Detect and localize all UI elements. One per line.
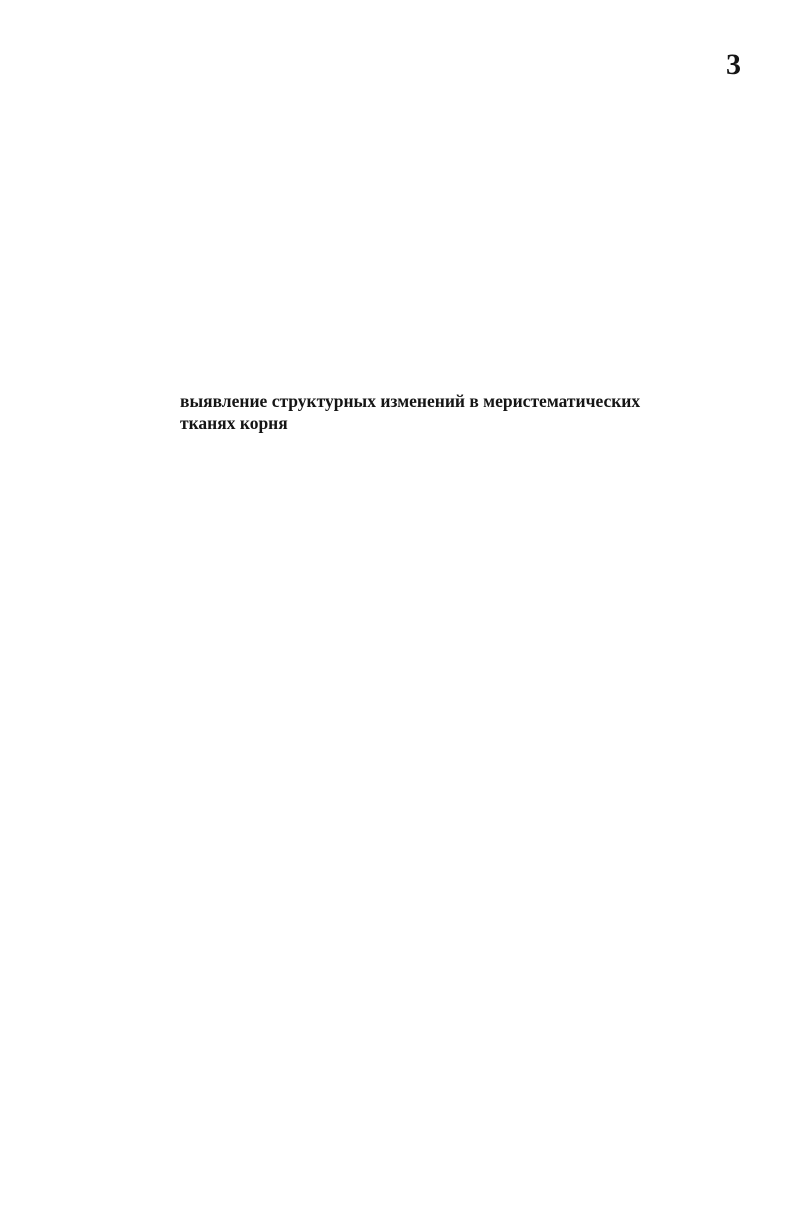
section-title-continued: выявление структурных изменений в меристематических bbox=[180, 391, 641, 411]
section-title-continued: тканях корня bbox=[180, 413, 288, 433]
toc-section-heading-continuation[interactable] bbox=[180, 412, 480, 434]
toc-section-heading-continuation[interactable] bbox=[180, 390, 730, 412]
page-number: 3 bbox=[726, 48, 741, 81]
